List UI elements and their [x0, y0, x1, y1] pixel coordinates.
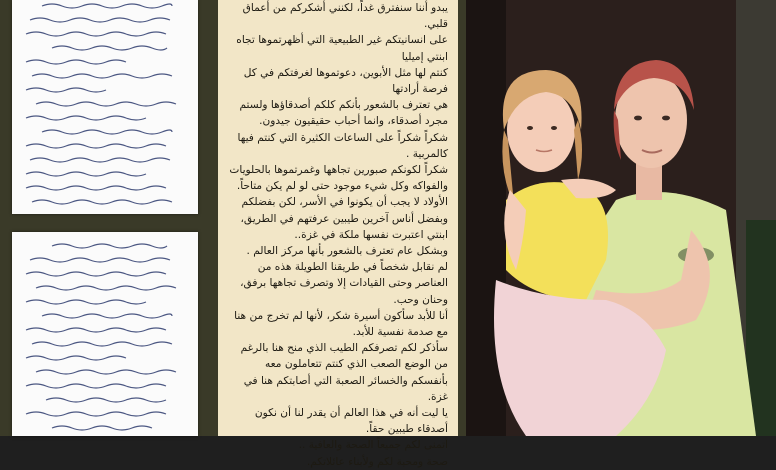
- translation-paragraph: الأولاد لا يجب أن يكونوا في الأسر، لكن بفضلكم وبفضل أناس آخرين طيبين عرفتهم في الطريق،: [240, 196, 448, 225]
- translation-paragraph: شكراً لكونكم صبورين تجاهها وغمرتموها بالحلويات والفواكه وكل شيء موجود حتى لو لم يكن متاحاً.: [229, 164, 448, 193]
- letter-translation-panel: [218, 0, 458, 468]
- photo-illustration: [466, 0, 776, 436]
- translation-paragraph: شكراً شكراً على الساعات الكثيرة التي كنتم فيها كالمربية .: [237, 131, 448, 160]
- translation-paragraph: على انسانيتكم غير الطبيعية التي أظهرتموها تجاه ابنتي إميليا: [236, 34, 448, 63]
- mother-and-daughter-photo: [466, 0, 776, 436]
- translation-paragraph: يبدو أننا سنفترق غداً، لكنني أشكركم من أعماق قلبي.: [242, 2, 448, 31]
- translation-paragraph: هي تعترف بالشعور بأنكم كلكم أصدقاؤها ولستم مجرد أصدقاء، وانما أحباب حقيقيون جيدون.: [239, 99, 448, 128]
- translation-paragraph: أتمنى لكم جميعاً الصحة والعافية ..: [298, 439, 448, 452]
- handwritten-letter-page-2: [12, 232, 198, 436]
- handwriting-lines: [12, 0, 198, 214]
- translation-paragraph: أنا للأبد سأكون أسيرة شكر، لأنها لم تخرج من هنا مع صدمة نفسية للأبد.: [234, 309, 448, 339]
- handwritten-letter-page-1: [12, 0, 198, 214]
- translation-paragraph: ابنتي اعتبرت نفسها ملكة في غزة..: [294, 228, 448, 241]
- translation-paragraph: صحة ومحبة لكم ولأبناء عائلاتكم.: [306, 455, 448, 468]
- translation-paragraph: سأذكر لكم تصرفكم الطيب الذي منح هنا بالرغم من الوضع الصعب الذي كنتم تتعاملون معه بأنفسكم والخسائر الصعبة التي أصابتكم هنا في غزة.: [240, 342, 448, 403]
- translation-paragraph: وبشكل عام تعترف بالشعور بأنها مركز العالم .: [246, 245, 448, 258]
- handwriting-lines: [12, 232, 198, 436]
- translation-paragraph: كنتم لها مثل الأبوين، دعوتموها لغرفتكم في كل فرصة أرادتها: [243, 66, 448, 96]
- translation-paragraph: لم نقابل شخصاً في طريقنا الطويلة هذه من العناصر وحتى القيادات إلا وتصرف تجاهها برفق، وحنان وحب.: [240, 261, 448, 306]
- translation-paragraph: يا ليت أنه في هذا العالم أن يقدر لنا أن نكون أصدقاء طيبين حقاً.: [254, 407, 448, 436]
